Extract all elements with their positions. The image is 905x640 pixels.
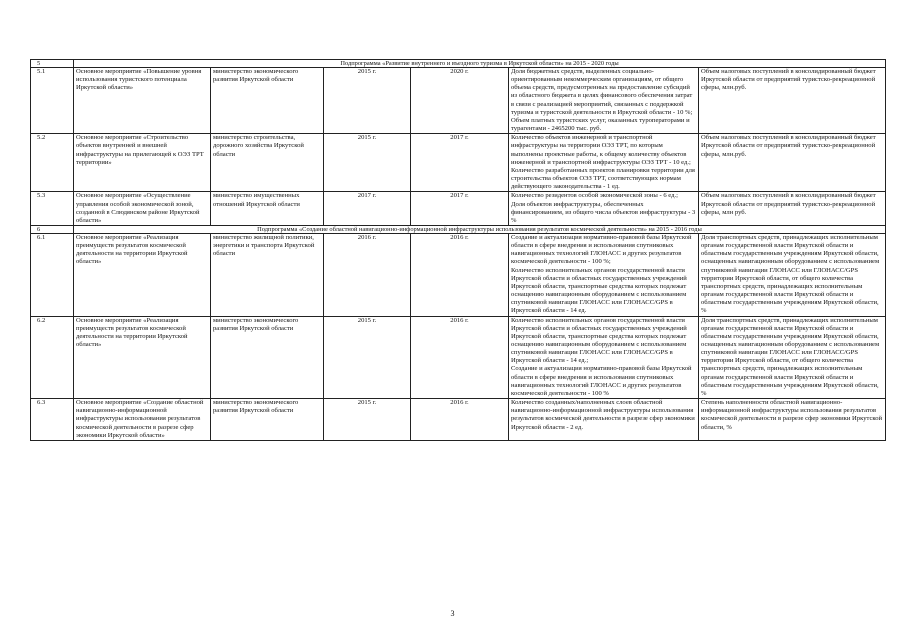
event-name: Основное мероприятие «Реализация преимуществ результатов космической деятельности на территории Иркутской области» (74, 316, 211, 399)
end-year: 2016 г. (411, 233, 509, 316)
executor: министерство строительства, дорожного хозяйства Иркутской области (211, 134, 324, 192)
start-year: 2015 г. (324, 68, 411, 134)
table-row (31, 316, 886, 399)
expected-result: Доля бюджетных средств, выделенных социально-ориентированным некоммерческим организациям, от общего объема средств, предусмотренных на предоставление субсидий из областного бюджета в целях финансового обеспечения затрат в связи с реализацией мероприятий, связанных с поддержкой туризма и туристской деятельности в Иркутской области - 10 %; Объем платных туристских услуг, оказанных туроператорами и турагентами - 2465200 тыс. руб. (509, 68, 699, 134)
row-number: 6.3 (31, 399, 74, 441)
end-year: 2017 г. (411, 192, 509, 226)
target-indicator: Объем налоговых поступлений в консолидированный бюджет Иркутской области от предприятий туристско-рекреационной сферы, млн.руб. (699, 68, 886, 134)
event-name: Основное мероприятие «Строительство объектов внутренней и внешней инфраструктуры на прилегающей к ОЭЗ ТРТ территории» (74, 134, 211, 192)
executor: министерство экономического развития Иркутской области (211, 399, 324, 441)
target-indicator: Доля транспортных средств, принадлежащих исполнительным органам государственной власти Иркутской области и областным государственным учреждениям Иркутской области, оснащенных навигационным оборудованием с использованием спутниковой навигации ГЛОНАСС или ГЛОНАСС/GPS территории Иркутской области, от общего количества транспортных средств, принадлежащих исполнительным органам государственной власти Иркутской области и областным государственным учреждениям Иркутской области, % (699, 316, 886, 399)
row-number: 5.1 (31, 68, 74, 134)
event-name: Основное мероприятие «Осуществление управления особой экономической зоной, созданной в Слюдянском районе Иркутской области» (74, 192, 211, 226)
end-year: 2017 г. (411, 134, 509, 192)
event-name: Основное мероприятие «Реализация преимуществ результатов космической деятельности на территории Иркутской области» (74, 233, 211, 316)
target-indicator: Объем налоговых поступлений в консолидированный бюджет Иркутской области от предприятий туристско-рекреационной сферы, млн.руб. (699, 134, 886, 192)
subprogram-number: 5 (31, 60, 74, 68)
row-number: 6.1 (31, 233, 74, 316)
table-row (31, 192, 886, 226)
subprogram-number: 6 (31, 225, 74, 233)
expected-result: Количество объектов инженерной и транспортной инфраструктуры на территории ОЭЗ ТРТ, по которым выполнены проектные работы, к общему количеству объектов инженерной и транспортной инфраструктуры ОЭЗ ТРТ - 10 ед.; Количество разработанных проектов планировки территории для строительства объектов ОЭЗ ТРТ, соответствующих нормам действующего законодательства - 1 ед. (509, 134, 699, 192)
start-year: 2015 г. (324, 399, 411, 441)
subprogram-row (31, 60, 886, 68)
subprogram-title: Подпрограмма «Развитие внутреннего и въездного туризма в Иркутской области» на 2015 - 2020 годы (74, 60, 886, 68)
table-row (31, 233, 886, 316)
executor: министерство жилищной политики, энергетики и транспорта Иркутской области (211, 233, 324, 316)
table-row (31, 68, 886, 134)
end-year: 2020 г. (411, 68, 509, 134)
start-year: 2016 г. (324, 233, 411, 316)
executor: министерство экономического развития Иркутской области (211, 68, 324, 134)
start-year: 2015 г. (324, 134, 411, 192)
start-year: 2015 г. (324, 316, 411, 399)
table-row (31, 134, 886, 192)
target-indicator: Степень наполненности областной навигационно-информационной инфраструктуры использования результатов космической деятельности в разрезе сфер экономики Иркутской области, % (699, 399, 886, 441)
target-indicator: Доля транспортных средств, принадлежащих исполнительным органам государственной власти Иркутской области и областным государственным учреждениям Иркутской области, оснащенных навигационным оборудованием с использованием спутниковой навигации ГЛОНАСС или ГЛОНАСС/GPS территории Иркутской области, от общего количества транспортных средств, принадлежащих исполнительным органам государственной власти Иркутской области и областным государственным учреждениям Иркутской области, % (699, 233, 886, 316)
event-name: Основное мероприятие «Повышение уровня использования туристского потенциала Иркутской области» (74, 68, 211, 134)
row-number: 5.3 (31, 192, 74, 226)
executor: министерство имущественных отношений Иркутской области (211, 192, 324, 226)
row-number: 5.2 (31, 134, 74, 192)
expected-result: Количество резидентов особой экономической зоны - 6 ед.; Доля объектов инфраструктуры, обеспеченных финансированием, из общего числа объектов инфраструктуры - 3 % (509, 192, 699, 226)
subprogram-title: Подпрограмма «Создание областной навигационно-информационной инфраструктуры использования результатов космической деятельности» на 2015 - 2016 годы (74, 225, 886, 233)
row-number: 6.2 (31, 316, 74, 399)
end-year: 2016 г. (411, 399, 509, 441)
table-row (31, 399, 886, 441)
page-number: 3 (450, 609, 455, 618)
program-events-table (30, 59, 886, 441)
expected-result: Создание и актуализация нормативно-правовой базы Иркутской области в сфере внедрения и использования спутниковых навигационных технологий ГЛОНАСС и других результатов космической деятельности - 100 %; Количество исполнительных органов государственной власти Иркутской области и областных государственных учреждений Иркутской области, транспортные средства которых подлежат оснащению навигационным оборудованием с использованием спутниковой навигации ГЛОНАСС или ГЛОНАСС/GPS в Иркутской области - 14 ед. (509, 233, 699, 316)
target-indicator: Объем налоговых поступлений в консолидированный бюджет Иркутской области от предприятий туристско-рекреационной сферы, млн руб. (699, 192, 886, 226)
end-year: 2016 г. (411, 316, 509, 399)
event-name: Основное мероприятие «Создание областной навигационно-информационной инфраструктуры использования результатов космической деятельности в разрезе сфер экономики Иркутской области» (74, 399, 211, 441)
executor: министерство экономического развития Иркутской области (211, 316, 324, 399)
expected-result: Количество созданных/наполненных слоев областной навигационно-информационной инфраструктуры использования результатов космической деятельности в разрезе сфер экономики Иркутской области - 2 ед. (509, 399, 699, 441)
subprogram-row (31, 225, 886, 233)
start-year: 2017 г. (324, 192, 411, 226)
expected-result: Количество исполнительных органов государственной власти Иркутской области и областных государственных учреждений Иркутской области, транспортные средства которых подлежат оснащению навигационным оборудованием с использованием спутниковой навигации ГЛОНАСС или ГЛОНАСС/GPS в Иркутской области - 14 ед.; Создание и актуализация нормативно-правовой базы Иркутской области в сфере внедрения и использования спутниковых навигационных технологий ГЛОНАСС и других результатов космической деятельности - 100 % (509, 316, 699, 399)
